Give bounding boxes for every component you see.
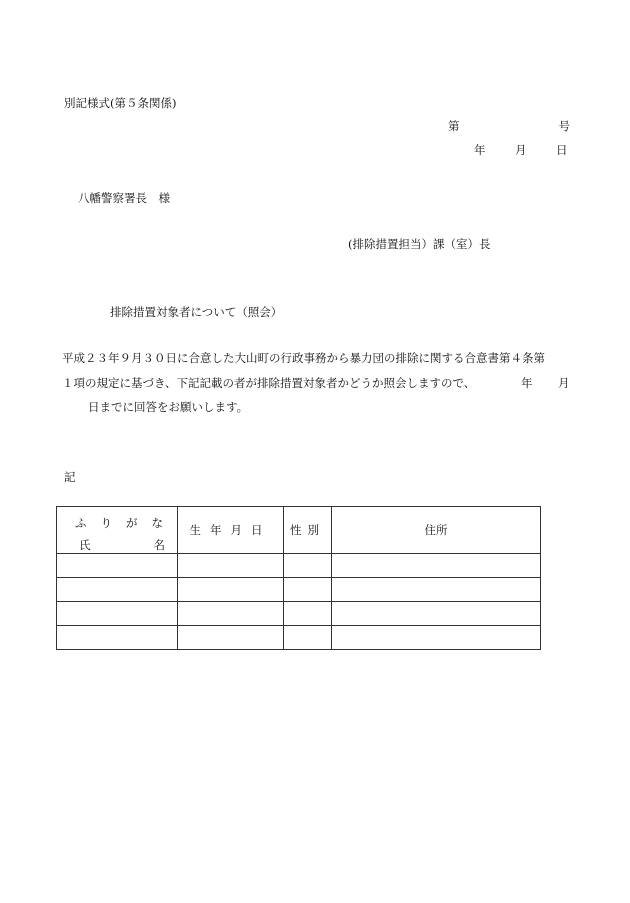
gender-cell[interactable]	[284, 602, 332, 626]
address-cell[interactable]	[332, 626, 541, 650]
address-cell[interactable]	[332, 554, 541, 578]
person-table	[56, 506, 541, 650]
table-row	[57, 554, 541, 578]
number-prefix: 第	[448, 119, 460, 133]
number-suffix: 号	[558, 119, 570, 133]
gender-cell[interactable]	[284, 554, 332, 578]
ki-heading: 記	[64, 470, 76, 484]
table-row	[57, 578, 541, 602]
subject: 排除措置対象者について（照会）	[110, 305, 283, 319]
birthdate-cell[interactable]	[178, 602, 284, 626]
body-line-1: 平成２３年９月３０日に合意した大山町の行政事務から暴力団の排除に関する合意書第４条第	[62, 351, 545, 365]
birthdate-header: 生年月日	[178, 507, 284, 554]
date-month: 月	[515, 143, 527, 157]
deadline-month: 月	[558, 376, 570, 390]
birthdate-cell[interactable]	[178, 578, 284, 602]
form-title: 別記様式(第５条関係)	[64, 96, 177, 110]
addressee: 八幡警察署長 様	[78, 191, 170, 205]
table-row	[57, 626, 541, 650]
body-line-3: 日までに回答をお願いします。	[88, 400, 249, 414]
furigana-label: ふりがな	[75, 516, 177, 530]
address-cell[interactable]	[332, 602, 541, 626]
birthdate-cell[interactable]	[178, 554, 284, 578]
gender-cell[interactable]	[284, 626, 332, 650]
address-cell[interactable]	[332, 578, 541, 602]
body-line-2: １項の規定に基づき、下記記載の者が排除措置対象者かどうか照会しますので、	[62, 376, 476, 390]
address-header: 住所	[332, 507, 541, 554]
deadline-year: 年	[521, 376, 533, 390]
name-cell[interactable]	[57, 554, 178, 578]
sender: (排除措置担当）課（室）長	[348, 237, 491, 251]
shi-label: 氏	[79, 538, 91, 552]
gender-header: 性別	[284, 507, 332, 554]
mei-label: 名	[153, 538, 165, 552]
gender-cell[interactable]	[284, 578, 332, 602]
name-cell[interactable]	[57, 578, 178, 602]
name-cell[interactable]	[57, 626, 178, 650]
date-day: 日	[556, 143, 568, 157]
name-header-cell	[57, 507, 178, 554]
date-year: 年	[474, 143, 486, 157]
name-cell[interactable]	[57, 602, 178, 626]
table-header-row	[57, 507, 541, 554]
birthdate-cell[interactable]	[178, 626, 284, 650]
table-row	[57, 602, 541, 626]
